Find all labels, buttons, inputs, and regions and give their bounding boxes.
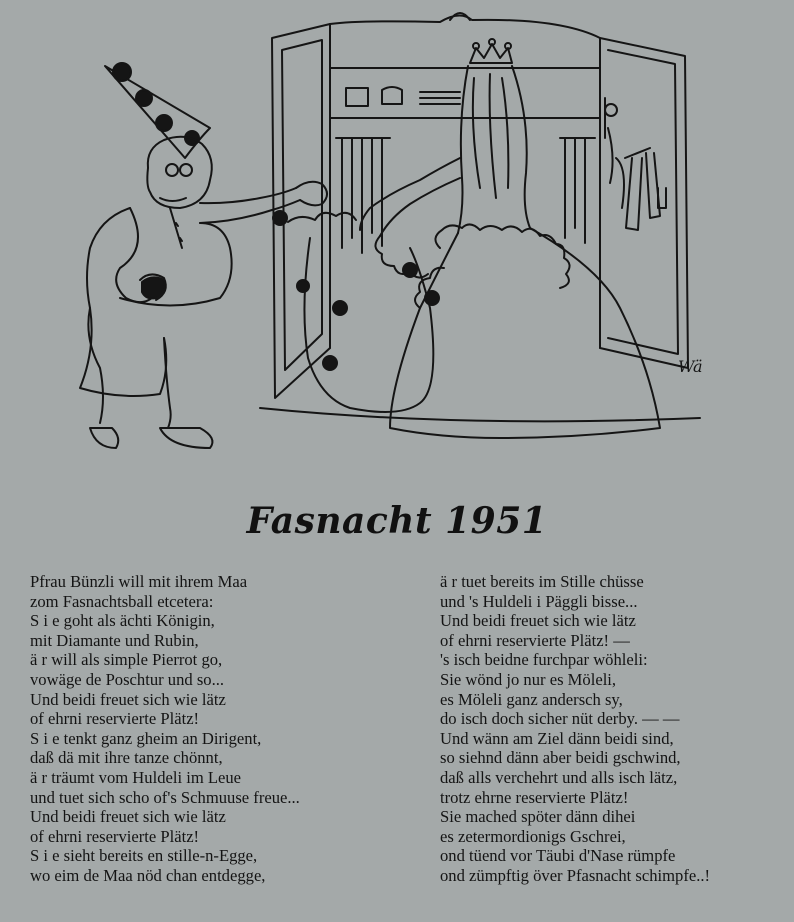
- poem-line: daß alls verchehrt und alls isch lätz,: [440, 767, 678, 787]
- poem-line: Pfrau Bünzli will mit ihrem Maa: [30, 572, 248, 591]
- wardrobe-right-door: [600, 38, 688, 368]
- poem-line: Und beidi freuet sich wie lätz: [30, 807, 226, 827]
- pierrot-figure: [80, 63, 327, 448]
- poem-line: ond zümpftig över Pfasnacht schimpfe..!: [440, 865, 711, 885]
- poem-line: und 's Huldeli i Päggli bisse...: [440, 591, 638, 611]
- poem-line: S i e goht als ächti Königin,: [30, 611, 215, 631]
- poem-line: ä r tuet bereits im Stille chüsse: [440, 572, 644, 591]
- poem-line: wo eim de Maa nöd chan entdegge,: [30, 865, 266, 885]
- poem-line: S i e sieht bereits en stille-n-Egge,: [30, 846, 258, 866]
- queen-figure: [273, 39, 660, 438]
- wardrobe: [330, 13, 600, 348]
- poem-line: ä r träumt vom Huldeli im Leue: [30, 767, 242, 787]
- poem-line: 's isch beidne furchpar wöhleli:: [440, 650, 648, 670]
- cartoon-illustration: [60, 8, 740, 478]
- poem-line: daß dä mit ihre tanze chönnt,: [30, 748, 223, 768]
- poem-line: Sie wönd jo nur es Möleli,: [440, 669, 617, 689]
- poem-line: ä r will als simple Pierrot go,: [30, 650, 223, 670]
- poem-left-column: [30, 572, 300, 886]
- poem-line: S i e tenkt ganz gheim an Dirigent,: [30, 728, 262, 748]
- poem-line: of ehrni reservierte Plätz! —: [440, 630, 630, 650]
- poem-line: of ehrni reservierte Plätz!: [30, 709, 200, 729]
- poem-right-column: [440, 572, 710, 886]
- poem-line: trotz ehrne reservierte Plätz!: [440, 787, 629, 807]
- poem-line: zom Fasnachtsball etcetera:: [30, 591, 214, 611]
- poem-line: mit Diamante und Rubin,: [30, 630, 199, 650]
- poem-line: do isch doch sicher nüt derby. — —: [440, 709, 680, 729]
- poem-line: Und wänn am Ziel dänn beidi sind,: [440, 728, 674, 748]
- poem-line: Und beidi freuet sich wie lätz: [440, 611, 636, 631]
- poem-line: es zetermordionigs Gschrei,: [440, 826, 626, 846]
- artist-signature: Wä: [678, 357, 703, 376]
- poem-line: vowäge de Poschtur und so...: [30, 669, 225, 689]
- poem-line: so siehnd dänn aber beidi gschwind,: [440, 748, 681, 768]
- poem-line: Und beidi freuet sich wie lätz: [30, 689, 226, 709]
- poem-line: es Möleli ganz andersch sy,: [440, 689, 623, 709]
- page-title: Fasnacht 1951: [246, 500, 548, 542]
- poem-line: und tuet sich scho of's Schmuuse freue...: [30, 787, 300, 807]
- poem-line: of ehrni reservierte Plätz!: [30, 826, 200, 846]
- poem-line: Sie mached spöter dänn dihei: [440, 807, 636, 827]
- poem-line: ond tüend vor Täubi d'Nase rümpfe: [440, 846, 676, 866]
